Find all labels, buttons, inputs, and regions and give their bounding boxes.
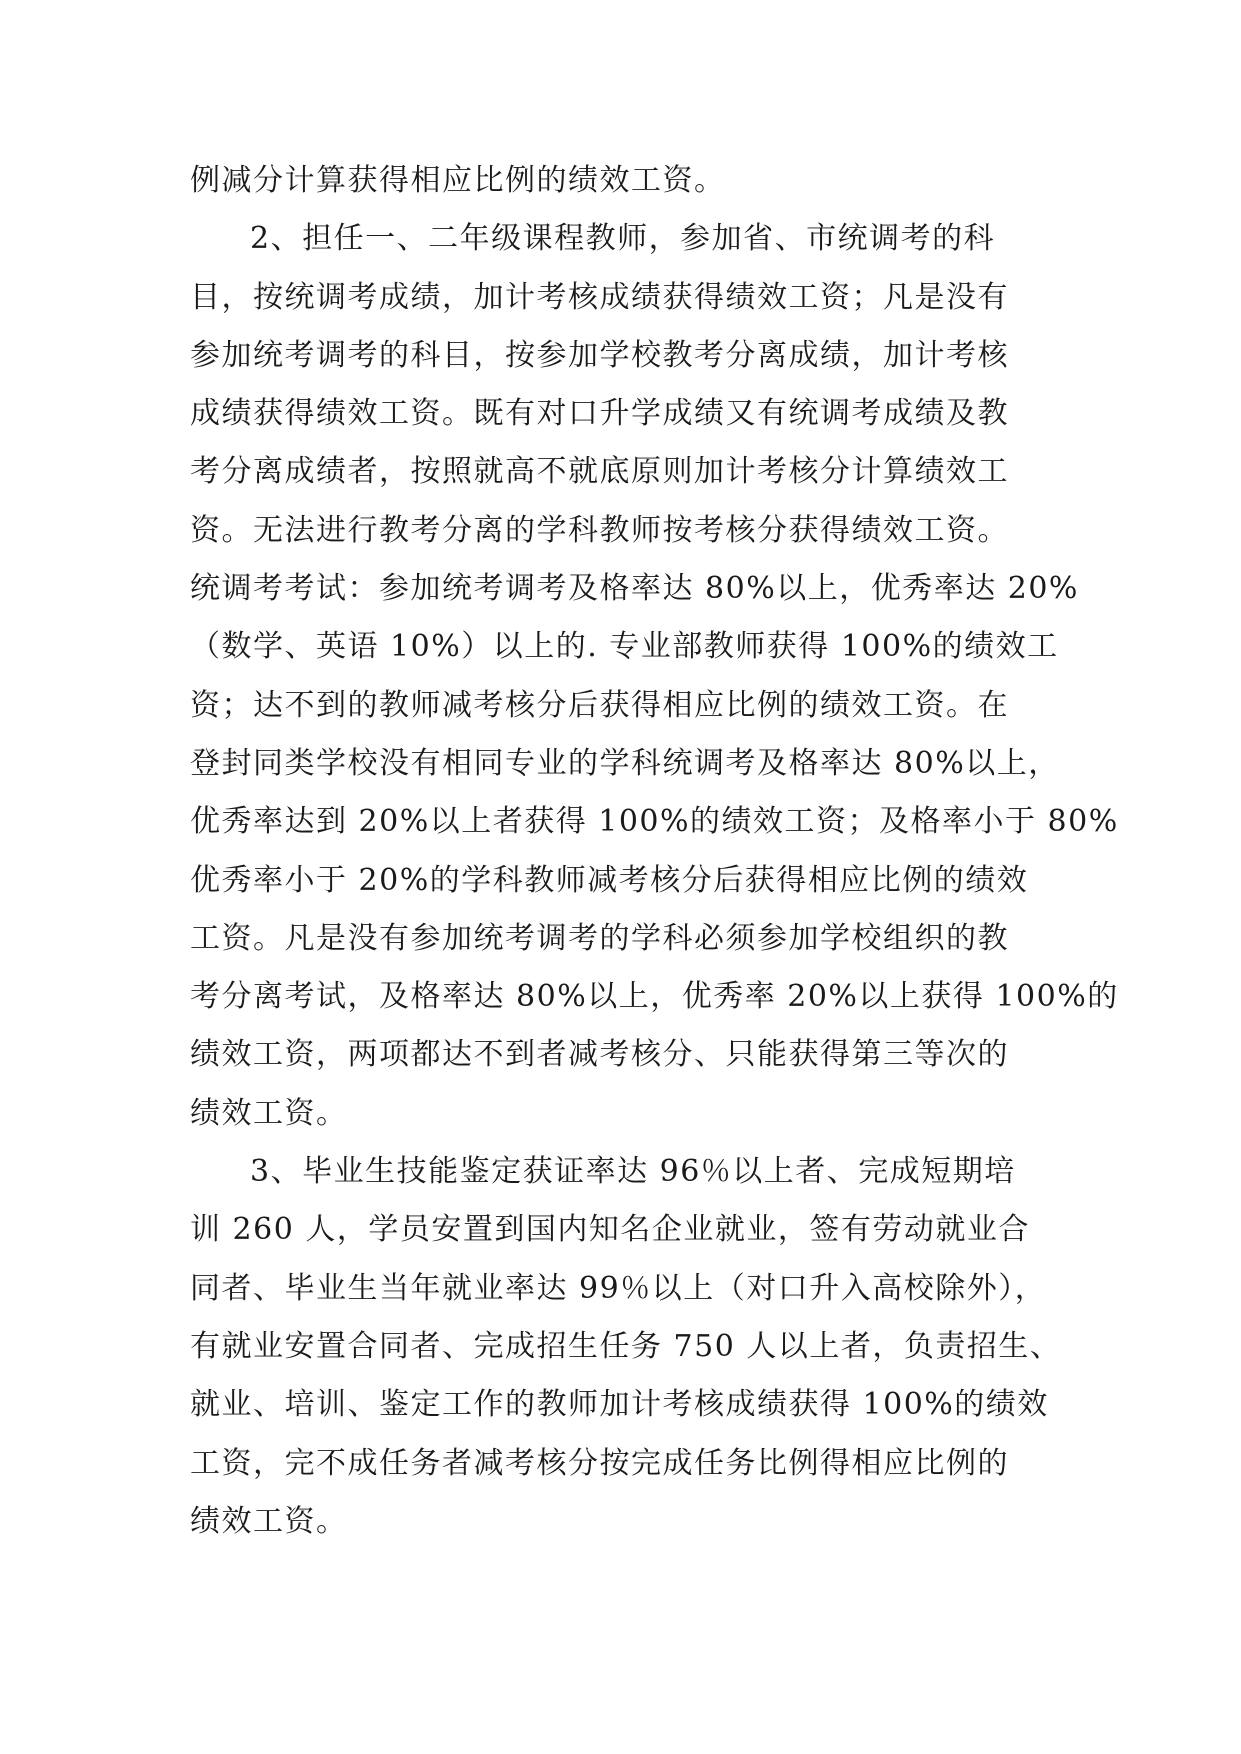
text-line: 训 260 人，学员安置到国内知名企业就业，签有劳动就业合: [190, 1212, 1030, 1248]
document-body: [190, 152, 1119, 1551]
text-line: 例减分计算获得相应比例的绩效工资。: [190, 163, 726, 198]
text-line: 绩效工资。: [190, 1503, 348, 1539]
text-line: 资；达不到的教师减考核分后获得相应比例的绩效工资。在: [190, 687, 1009, 723]
text-line: 有就业安置合同者、完成招生任务 750 人以上者，负责招生、: [190, 1328, 1062, 1364]
text-line: 统调考考试：参加统考调考及格率达 80%以上，优秀率达 20%: [190, 571, 1079, 607]
text-line: （数学、英语 10%）以上的. 专业部教师获得 100%的绩效工: [190, 629, 1059, 665]
text-line: 成绩获得绩效工资。既有对口升学成绩又有统调考成绩及教: [190, 396, 1009, 432]
text-line: 登封同类学校没有相同专业的学科统调考及格率达 80%以上，: [190, 745, 1060, 781]
text-line: 考分离考试，及格率达 80%以上，优秀率 20%以上获得 100%的: [190, 979, 1119, 1015]
text-line: 资。无法进行教考分离的学科教师按考核分获得绩效工资。: [190, 512, 1009, 548]
text-line: 工资，完不成任务者减考核分按完成任务比例得相应比例的: [190, 1445, 1009, 1481]
text-line: 绩效工资，两项都达不到者减考核分、只能获得第三等次的: [190, 1037, 1009, 1073]
text-line: 绩效工资。: [190, 1095, 348, 1131]
text-line: 优秀率达到 20%以上者获得 100%的绩效工资；及格率小于 80%: [190, 804, 1119, 840]
text-line: 参加统考调考的科目，按参加学校教考分离成绩，加计考核: [190, 337, 1009, 373]
text-line: 优秀率小于 20%的学科教师减考核分后获得相应比例的绩效: [190, 862, 1029, 898]
text-line: 就业、培训、鉴定工作的教师加计考核成绩获得 100%的绩效: [190, 1387, 1049, 1423]
text-line: 目，按统调考成绩，加计考核成绩获得绩效工资；凡是没有: [190, 279, 1009, 315]
paragraph-2-start: 2、担任一、二年级课程教师，参加省、市统调考的科: [250, 221, 996, 257]
paragraph-3-start: 3、毕业生技能鉴定获证率达 96％以上者、完成短期培: [250, 1154, 1016, 1190]
text-line: 工资。凡是没有参加统考调考的学科必须参加学校组织的教: [190, 920, 1009, 956]
text-line: 考分离成绩者，按照就高不就底原则加计考核分计算绩效工: [190, 454, 1009, 490]
text-line: 同者、毕业生当年就业率达 99％以上（对口升入高校除外），: [190, 1270, 1047, 1306]
